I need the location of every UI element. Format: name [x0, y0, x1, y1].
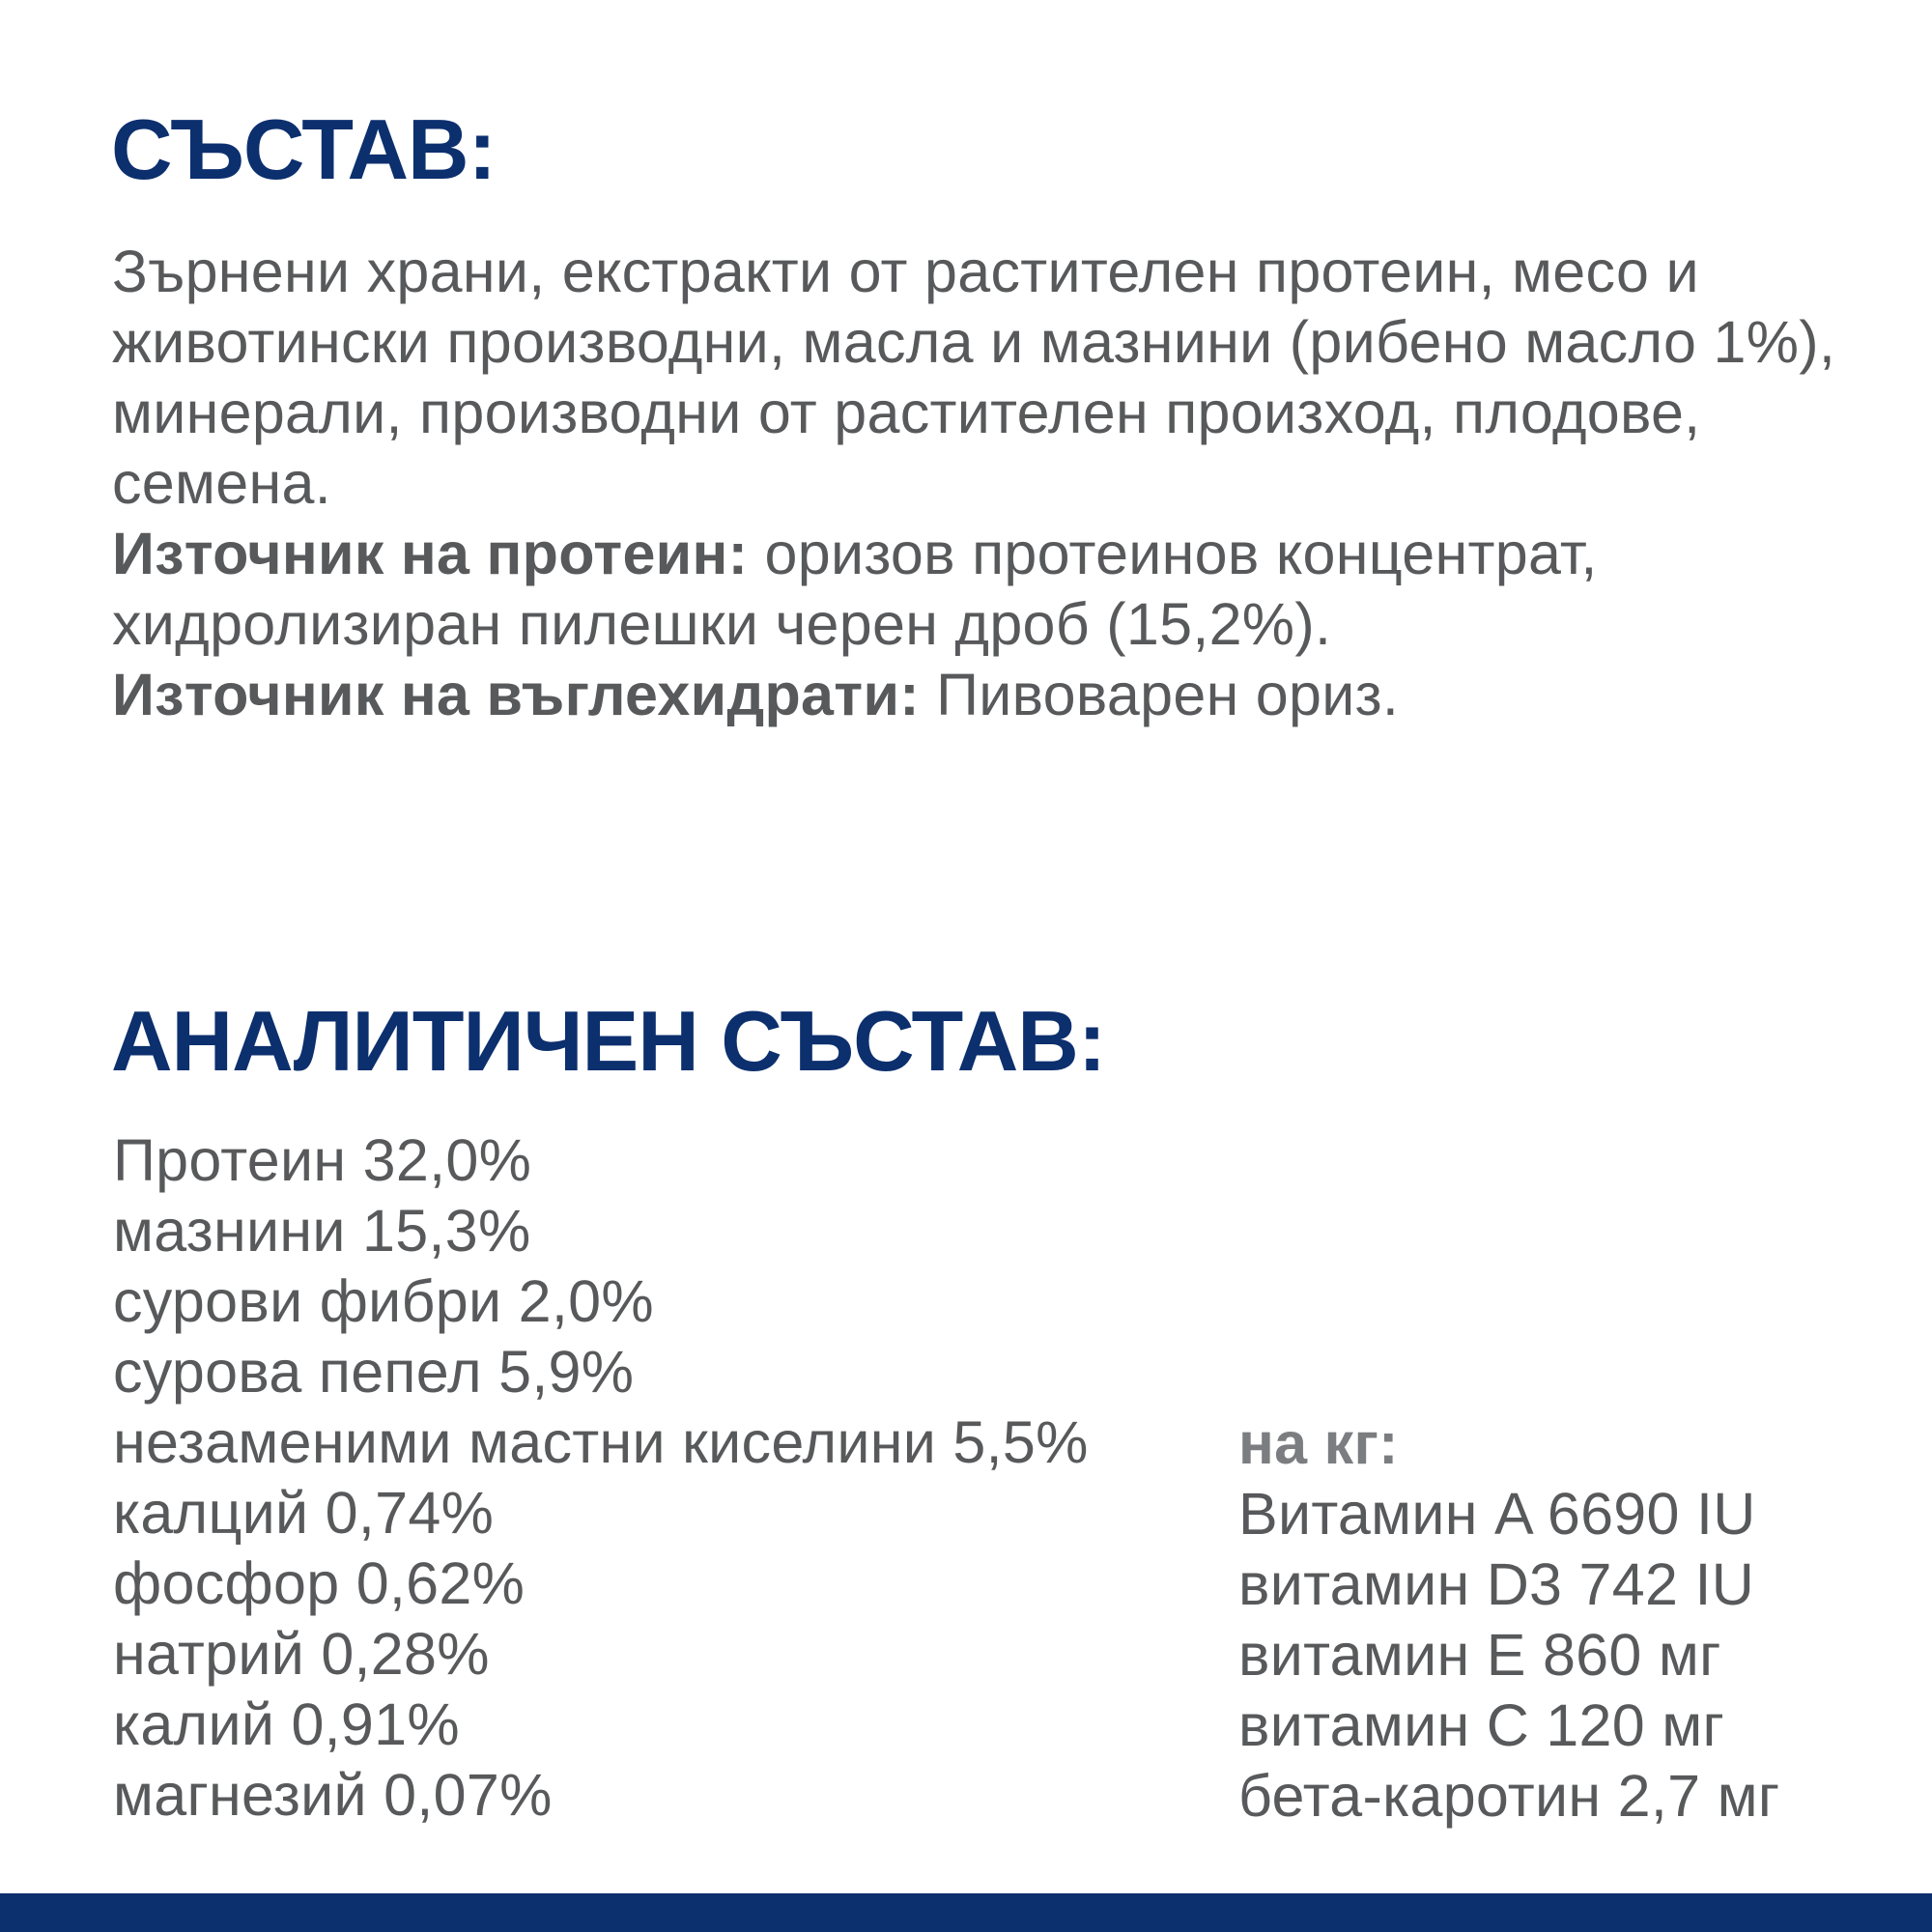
- per-kg-label: на кг:: [1238, 1410, 1399, 1476]
- composition-heading: СЪСТАВ:: [111, 101, 496, 197]
- vitamin-item: витамин C 120 мг: [1238, 1692, 1725, 1758]
- analysis-list: [113, 1125, 1089, 1831]
- ingredients-text: Зърнени храни, екстракти от растителен протеин, месо и животински производни, масла и мазнини (рибено масло 1%), минерали, производни от растителен произход, плодове, семена.: [112, 239, 1836, 516]
- protein-source-text: оризов протеинов концентрат, хидролизиран пилешки черен дроб (15,2%).: [112, 521, 1598, 657]
- analysis-item: калций 0,74%: [113, 1480, 495, 1546]
- analysis-item: незаменими мастни киселини 5,5%: [113, 1409, 1089, 1475]
- vitamin-item: витамин D3 742 IU: [1238, 1551, 1755, 1617]
- carb-source: [112, 660, 1909, 730]
- analysis-item: фосфор 0,62%: [113, 1550, 526, 1616]
- analysis-item: сурови фибри 2,0%: [113, 1268, 654, 1334]
- protein-source-label: Източник на протеин:: [112, 521, 749, 586]
- analysis-item: магнезий 0,07%: [113, 1762, 553, 1828]
- vitamin-item: Витамин A 6690 IU: [1238, 1481, 1756, 1547]
- analysis-item: Протеин 32,0%: [113, 1127, 532, 1193]
- vitamin-item: витамин E 860 мг: [1238, 1622, 1721, 1688]
- analysis-item: натрий 0,28%: [113, 1621, 490, 1687]
- analysis-item: сурова пепел 5,9%: [113, 1339, 635, 1405]
- vitamin-item: бета-каротин 2,7 мг: [1238, 1763, 1780, 1829]
- analysis-item: мазнини 15,3%: [113, 1198, 531, 1264]
- carb-source-label: Източник на въглехидрати:: [112, 662, 920, 727]
- bottom-brand-bar: [0, 1893, 1932, 1932]
- ingredients-block: [112, 237, 1909, 730]
- vitamins-list: [1238, 1408, 1779, 1832]
- carb-source-text: Пивоварен ориз.: [919, 662, 1400, 727]
- analysis-item: калий 0,91%: [113, 1691, 460, 1757]
- analytical-heading: АНАЛИТИЧЕН СЪСТАВ:: [111, 993, 1106, 1089]
- protein-source: [112, 519, 1909, 660]
